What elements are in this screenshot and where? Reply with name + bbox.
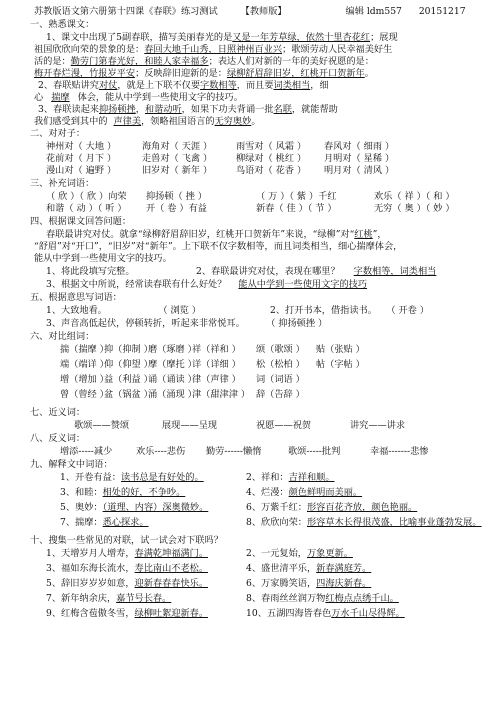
numbered-item: [246, 578, 371, 590]
s4-answer: 红桃: [354, 229, 373, 240]
edition-label: 【教师版】: [240, 6, 287, 17]
s4-question-1: 1、将此段填写完整。: [46, 266, 135, 277]
section-3-heading: 三、补充词语：: [30, 178, 95, 189]
contrast-word-item: 律（声律 ）: [192, 374, 241, 385]
item-term: 1、天增岁月人增寿，: [46, 548, 135, 559]
contrast-word-item: 贴（张贴 ）: [316, 344, 365, 355]
s4-answer: 能从中学到一些使用文字的技巧: [238, 279, 368, 290]
contrast-word-item: 磨（琢磨 ）: [148, 344, 197, 355]
couplet-pair-item: 月明对（ 星稀 ）: [324, 153, 395, 164]
contrast-word-item: 摩（摩托 ）: [148, 359, 197, 370]
item-answer: 寿比南山不老松。: [134, 563, 209, 574]
item-term: 6、万家腾笑语，: [246, 578, 317, 589]
synonym-item: 歌颂——赞颂: [74, 420, 130, 431]
item-answer: 嘉节号长春。: [116, 593, 172, 604]
editor-label: 编辑 ldm557: [345, 6, 402, 17]
numbered-item: [46, 608, 208, 620]
antonym-item: 幸福-------悲惨: [370, 446, 429, 457]
s1-text: 活的是：: [34, 56, 71, 67]
item-term: 7、新年纳余庆，: [46, 593, 117, 604]
numbered-item: [46, 593, 171, 605]
contrast-word-item: 抑（抑制 ）: [104, 344, 153, 355]
s1-text: ，而且要: [236, 80, 274, 91]
s4-text: 2、春联最讲究对仗，表现在哪里？: [196, 266, 340, 277]
item-answer: 相处的好，不争吵。: [102, 487, 186, 498]
idiom-item: 无穷（ 奥 ）（ 妙 ）: [374, 203, 455, 214]
item-answer: 红梅点点绣千山。: [325, 593, 399, 604]
s1-answer: 又是一年芳草绿，依然十里杏花红: [232, 32, 371, 43]
contrast-word-item: 祥（祥和 ）: [192, 344, 241, 355]
s1-answer: 绿柳舒眉辞旧岁，红桃开口贺新年: [226, 68, 365, 79]
couplet-pair-item: 柳绿对（ 桃红 ）: [236, 153, 307, 164]
s4-text: 3、根据文中所说，经常读春联有什么好处？: [46, 279, 227, 290]
item-term: 1、开卷有益：: [60, 472, 121, 483]
numbered-item: [60, 517, 149, 529]
item-term: 10、五湖四海皆春色: [246, 608, 332, 619]
section-1-heading: 一、熟悉课文：: [30, 19, 95, 30]
numbered-item: [46, 563, 208, 575]
s1-text: ，就能帮助: [291, 104, 338, 115]
s1-line-4: [34, 68, 374, 80]
antonym-item: 歌颂-----批判: [288, 446, 341, 457]
item-answer: 四海庆新春。: [316, 578, 372, 589]
numbered-item: [60, 487, 185, 499]
s4-question-3: [46, 279, 367, 291]
numbered-item: [246, 487, 362, 499]
item-answer: 颜色鲜明而美丽。: [288, 487, 363, 498]
s1-text: 我们感受到其中的: [34, 116, 108, 127]
item-answer: 新春满庭芳。: [316, 563, 372, 574]
s1-answer: 揣摩: [51, 92, 70, 103]
numbered-item: [60, 502, 208, 514]
item-term: 5、辞旧岁岁岁如意，: [46, 578, 135, 589]
s4-passage-2: “舒眉”对“开口”，“旧岁”对“新年”。上下联不仅字数相等，而且词类相当，细心揣摩体会，: [34, 241, 403, 252]
numbered-item: [246, 517, 482, 529]
section-9-heading: 九、解释文中词语：: [30, 459, 113, 470]
couplet-pair-item: 明月对（ 清风 ）: [324, 165, 395, 176]
s1-answer: 声律美: [113, 116, 142, 127]
section-6-heading: 六、对比组词：: [30, 331, 95, 342]
s1-answer: 对仗: [98, 80, 118, 91]
section-10-heading: 十、搜集一些常见的对联，试一试会对下联吗？: [30, 535, 223, 546]
s5-answer: （ 抑扬顿挫 ）: [270, 318, 328, 329]
s1-answer: 梅开春烂漫，竹报岁平安: [34, 68, 136, 79]
item-answer: 形容百花齐放，颜色艳丽。: [306, 502, 418, 513]
idiom-item: （ 万 ）（ 紫 ）千红: [256, 191, 337, 202]
s4-question-2: [196, 266, 436, 278]
couplet-pair-item: 花前对（ 月下 ）: [46, 153, 117, 164]
s1-text: 。: [364, 68, 374, 79]
s1-text: 体会，能从中学到一些使用文字的技巧。: [77, 92, 243, 103]
s1-text: 2、春联贴讲究: [38, 80, 99, 91]
numbered-item: [246, 472, 335, 484]
s4-text: ”，: [372, 229, 387, 240]
couplet-pair-item: 走兽对（ 飞禽 ）: [142, 153, 213, 164]
section-5-heading: 五、根据意思写词语：: [30, 292, 122, 303]
couplet-pair-item: 海角对（ 天涯 ）: [142, 141, 213, 152]
numbered-item: [246, 502, 417, 514]
contrast-word-item: 辞（告辞 ）: [256, 389, 305, 400]
s1-text: ；表达人们对新的一年的美好祝愿的是：: [208, 56, 374, 67]
s1-line-7: [38, 104, 338, 116]
idiom-item: 开（ 卷 ）有益: [146, 203, 207, 214]
section-7-heading: 七、近义词：: [30, 407, 86, 418]
item-term: 2、祥和：: [246, 472, 289, 483]
contrast-word-item: 词（词语 ）: [256, 374, 305, 385]
item-answer: 迎新春春春快乐。: [134, 578, 209, 589]
synonym-item: 展现——呈现: [162, 420, 218, 431]
s4-answer: 字数相等，词类相当: [353, 266, 437, 277]
contrast-word-item: 曾（曾经 ）: [60, 389, 109, 400]
couplet-pair-item: 春风对（ 细雨 ）: [324, 141, 395, 152]
s1-text: 1、课文中出现了5副春联，描写美丽春光的是: [46, 32, 233, 43]
s1-text: ；展现: [370, 32, 398, 43]
couplet-pair-item: 雨雪对（ 风霜 ）: [236, 141, 307, 152]
s1-text: ，领略祖国语言的: [141, 116, 215, 127]
s1-text: ，就是上下联不仅要: [117, 80, 201, 91]
s1-text: 祖国欣欣向荣的景象的是：: [34, 44, 145, 55]
s1-text: 3、春联读起来: [38, 104, 99, 115]
numbered-item: [246, 563, 371, 575]
contrast-word-item: 颂（歌颂 ）: [256, 344, 305, 355]
s5-item-3: [46, 318, 327, 330]
item-term: 7、揣摩：: [60, 517, 103, 528]
s1-line-6: [34, 92, 243, 104]
item-answer: （道理、内容）深奥微妙。: [102, 502, 209, 513]
item-answer: 吉祥和顺。: [288, 472, 335, 483]
s5-text: 3、声音高低起伏，停顿转折，听起来非常悦耳。: [46, 318, 245, 329]
s5-item-2: [270, 305, 429, 317]
s1-line-5: [38, 80, 329, 92]
item-term: 4、烂漫：: [246, 487, 289, 498]
s5-item-1: [46, 305, 201, 317]
contrast-word-item: 帖（字帖 ）: [316, 359, 365, 370]
s1-answer: 和谐动听: [144, 104, 182, 115]
s1-answer: 词类相当: [273, 80, 311, 91]
s1-line-3: [34, 56, 374, 68]
s5-text: 2、打开书本，借指读书。: [270, 305, 377, 316]
idiom-item: （ 欣 ）（ 欣 ）向荣: [46, 191, 127, 202]
item-answer: 万象更新。: [306, 548, 353, 559]
item-term: 3、福如东海长流水，: [46, 563, 135, 574]
antonym-item: 欢乐----悲伤: [136, 446, 186, 457]
couplet-pair-item: 漫山对（ 遍野 ）: [46, 165, 117, 176]
header: [34, 6, 466, 18]
item-term: 8、欣欣向荣：: [246, 517, 307, 528]
numbered-item: [60, 472, 204, 484]
item-term: 8、春雨丝丝润万物: [246, 593, 326, 604]
s1-answer: 勤劳门第春光好，和睦人家幸福多: [70, 56, 209, 67]
s1-answer: 春回大地千山秀，日照神州百业兴: [144, 44, 283, 55]
date-label: 20151217: [418, 6, 466, 17]
s1-line-1: [46, 32, 398, 44]
contrast-word-item: 端（端详 ）: [60, 359, 109, 370]
s5-answer: （ 浏览 ）: [162, 305, 201, 316]
s1-answer: 字数相等: [200, 80, 237, 91]
couplet-pair-item: 旧岁对（ 新年 ）: [142, 165, 213, 176]
section-2-heading: 二、对对子：: [30, 128, 86, 139]
s1-line-2: [34, 44, 392, 56]
s1-text: ；歌颂劳动人民幸福美好生: [282, 44, 393, 55]
idiom-item: 新春（ 佳 ）（ 节 ）: [256, 203, 337, 214]
s1-text: ，如果下功夫背诵一批: [181, 104, 274, 115]
contrast-word-item: 揣（揣摩 ）: [60, 344, 109, 355]
worksheet-title: 苏教版语文第六册第十四课《春联》练习测试: [34, 6, 218, 17]
section-4-heading: 四、根据课文回答问题：: [30, 216, 132, 227]
s4-passage-3: 能从中学到一些使用文字的技巧。: [34, 253, 172, 264]
s1-text: 。: [251, 116, 261, 127]
idiom-item: 和谐（ 动 ）（ 听 ）: [46, 203, 127, 214]
contrast-word-item: 仰（仰望 ）: [104, 359, 153, 370]
contrast-word-item: 松（松柏 ）: [256, 359, 305, 370]
contrast-word-item: 诵（诵读 ）: [148, 374, 197, 385]
numbered-item: [46, 548, 208, 560]
synonym-item: 祝愿——祝贺: [256, 420, 312, 431]
couplet-pair-item: 神州对（ 大地 ）: [46, 141, 117, 152]
idiom-item: 抑扬顿（ 挫 ）: [146, 191, 207, 202]
synonym-item: 讲究——讲求: [350, 420, 406, 431]
s1-text: ，: [135, 104, 145, 115]
s1-text: 心: [34, 92, 44, 103]
contrast-word-item: 益（利益 ）: [104, 374, 153, 385]
item-term: 6、万紫千红：: [246, 502, 307, 513]
item-answer: 绿柳吐絮迎新春。: [134, 608, 209, 619]
numbered-item: [246, 593, 399, 605]
item-answer: 春满乾坤福满门。: [134, 548, 209, 559]
contrast-word-item: 增（增加 ）: [60, 374, 109, 385]
numbered-item: [246, 548, 353, 560]
section-8-heading: 八、反义词：: [30, 433, 86, 444]
item-term: 5、奥妙：: [60, 502, 103, 513]
s1-text: ；反映辞旧迎新的是：: [135, 68, 227, 79]
s1-text: ，细: [310, 80, 329, 91]
item-term: 3、和睦：: [60, 487, 103, 498]
s5-answer: （ 开卷 ）: [390, 305, 429, 316]
contrast-word-item: 津（甜津津 ）: [192, 389, 251, 400]
couplet-pair-item: 鸟语对（ 花香 ）: [236, 165, 307, 176]
contrast-word-item: 详（详细 ）: [192, 359, 241, 370]
item-answer: 读书总是有好处的。: [120, 472, 204, 483]
contrast-word-item: 涌（涌现 ）: [148, 389, 197, 400]
contrast-word-item: 盆（锅盆 ）: [104, 389, 153, 400]
numbered-item: [46, 578, 208, 590]
idiom-item: 欢乐（ 祥 ）（ 和 ）: [374, 191, 455, 202]
item-answer: 万水千山尽得辉。: [331, 608, 405, 619]
s1-answer: 抑扬顿挫: [98, 104, 136, 115]
s1-answer: 无穷奥妙: [214, 116, 252, 127]
item-term: 9、红梅含苞傲冬雪，: [46, 608, 135, 619]
antonym-item: 增添-----减少: [60, 446, 113, 457]
antonym-item: 勤劳------懒惰: [206, 446, 262, 457]
item-term: 2、一元复始，: [246, 548, 307, 559]
numbered-item: [246, 608, 405, 620]
s4-passage-1: [46, 229, 387, 241]
s5-text: 1、大致地看。: [46, 305, 107, 316]
s1-line-8: [34, 116, 261, 128]
s4-text: 春联最讲究对仗。就拿“绿柳舒眉辞旧岁，红桃开口贺新年”来说，“绿柳”对“: [46, 229, 355, 240]
s1-answer: 名联: [273, 104, 292, 115]
item-term: 4、盛世清平乐，: [246, 563, 317, 574]
item-answer: 悉心探求。: [102, 517, 149, 528]
item-answer: 形容草木长得很茂盛，比喻事业蓬勃发展。: [306, 517, 482, 528]
